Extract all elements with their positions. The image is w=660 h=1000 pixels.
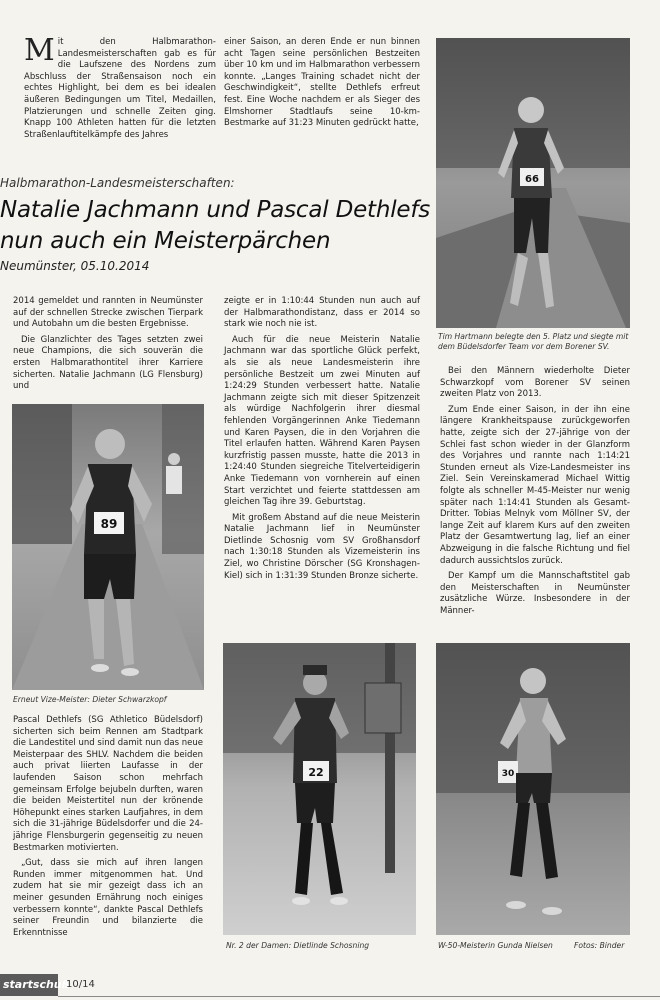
headline-line-1: Natalie Jachmann und Pascal Dethlefs [0,197,431,223]
paragraph: Zum Ende einer Saison, in der ihn eine längere Krankheitspause zurückgeworfen hatte, zeigte sich der 27-jährige von der Schlei fast schon wieder in der Glanzform des Vorjahres und rannte nach 1:14:21 Stunden erneut als Vize-Landesmeister ins Ziel. Sein Vereinskamerad Michael Wittig folgte als schneller M-45-Meister nur wenig später nach 1:14:41 Stunden als Gesamt-Dritter. Tobias Melnyk vom Möllner SV, der lange Zeit auf klarem Kurs auf den zweiten Platz der Gesamtwertung lag, lief an einer Abzweigung in die falsche Richtung und fiel dadurch aussichtslos zurück. [440,404,630,566]
paragraph: Pascal Dethlefs (SG Athletico Büdelsdorf) sicherten sich beim Rennen am Stadtpark die Landestitel und sind damit nun das neue Meisterpaar des SHLV. Nachdem die beiden auch privat liierten Laufasse in der laufenden Saison schon mehrfach gemeinsam Erfolge bejubeln durften, waren die beiden Meistertitel nun der krönende Höhepunkt eines starken Laufjahres, in dem sich die 31-jährige Büdelsdorfer und die 24-jährige Flensburgerin gegenseitig zu neuen Bestmarken motivierten. [13,715,203,853]
body-column-3 [440,366,630,621]
bib-number: 22 [308,766,324,779]
caption-runner-89: Erneut Vize-Meister: Dieter Schwarzkopf [13,695,167,704]
caption-line-1: Tim Hartmann belegte den 5. Platz und siegte mit [438,332,629,341]
headline [0,195,430,257]
body-column-1-bottom [13,715,203,943]
photo-runner-66 [436,38,630,328]
paragraph: Die Glanzlichter des Tages setzten zwei neue Champions, die sich souverän die ersten Halbmarathontitel ihrer Karriere sicherten. Natalie Jachmann (LG Flensburg) und [13,334,203,392]
photo-runner-30 [436,643,630,935]
dateline: Neumünster, 05.10.2014 [0,259,150,273]
magazine-name: startschuß [3,978,70,991]
paragraph: Bei den Männern wiederholte Dieter Schwarzkopf vom Borener SV seinen zweiten Platz von 2013. [440,366,630,400]
kicker: Halbmarathon-Landesmeisterschaften: [0,176,235,190]
intro-text-1: it den Halbmarathon-Landesmeisterschaften gab es für die Laufszene des Nordens zum Abschluss der Straßensaison noch ein echtes Highlight, bei dem es bei idealen äußeren Bedingungen um Titel, Medaillen, Platzierungen und schnelle Zeiten ging. Knapp 100 Athleten hatten für die letzten Straßenlauftitelkämpfe des Jahres [24,37,216,140]
headline-line-2: nun auch ein Meisterpärchen [0,228,331,254]
photo-runner-89 [12,404,204,690]
page-number: 10/14 [66,979,95,990]
drop-cap: M [24,33,55,68]
page-footer [0,972,660,1000]
body-column-2 [224,296,420,586]
paragraph: 2014 gemeldet und rannten in Neumünster auf der schnellen Strecke zwischen Tierpark und Autobahn um die besten Ergebnisse. [13,296,203,330]
paragraph: zeigte er in 1:10:44 Stunden nun auch auf der Halbmarathondistanz, dass er 2014 so stark wie noch nie ist. [224,296,420,330]
intro-column-1 [24,33,216,141]
photo-runner-22 [223,643,416,935]
intro-text-2: einer Saison, an deren Ende er nun binnen acht Tagen seine persönlichen Bestzeiten über 10 km und im Halbmarathon verbessern konnte. „Langes Training schadet nicht der Geschwindigkeit“, stellte Dethlefs erfreut fest. Eine Woche nachdem er als Sieger des Elmshorner Stadtlaufs seine 10-km-Bestmarke auf 31:23 Minuten gedrückt hatte, [224,37,420,129]
photo-credit: Fotos: Binder [574,941,625,950]
caption-runner-30: W-50-Meisterin Gunda Nielsen [438,941,553,950]
paragraph: Mit großem Abstand auf die neue Meisterin Natalie Jachmann lief in Neumünster Dietlinde Schosnig vom SV Großhansdorf nach 1:30:18 Stunden als Vizemeisterin ins Ziel, wo Christine Dörscher (SG Kronshagen-Kiel) sich in 1:31:39 Stunden Bronze sicherte. [224,512,420,581]
paragraph: Der Kampf um die Mannschaftstitel gab den Meisterschaften in Neumünster zusätzliche Würze. Insbesondere in der Männer- [440,571,630,616]
paragraph: Auch für die neue Meisterin Natalie Jachmann war das sportliche Glück perfekt, als sie als neue Landesmeisterin ihre persönliche Bestzeit um zwei Minuten auf 1:24:29 Stunden verbessert hatte. Natalie Jachmann zeigte sich mit dieser Spitzenzeit als würdige Nachfolgerin ihrer diesmal fehlenden Vorgängerinnen Anke Tiedemann und Karen Paysen, die in den Vorjahren die Titel erlaufen hatten. Während Karen Paysen kurzfristig passen musste, hatte die 2013 in 1:24:40 Stunden siegreiche Titelverteidigerin Anke Tiedemann von vornherein auf einen Start verzichtet und feierte stattdessen am gleichen Tag ihre 39. Geburtstag. [224,334,420,508]
bib-number: 89 [100,517,118,531]
body-column-1-top [13,296,203,397]
caption-runner-66 [438,332,628,352]
paragraph: „Gut, dass sie mich auf ihren langen Runden immer mitgenommen hat. Und zudem hat sie mir gezeigt dass ich an meiner gesunden Ernährung noch einiges verbessern konnte“, dankte Pascal Dethlefs seiner Freundin und bilanzierte die Erkenntnisse [13,858,203,938]
footer-rule [58,996,660,997]
intro-column-2 [224,37,420,130]
caption-runner-22: Nr. 2 der Damen: Dietlinde Schosning [226,941,370,950]
bib-number: 30 [501,769,515,779]
caption-line-2: dem Büdelsdorfer Team vor dem Borener SV. [438,342,610,351]
bib-number: 66 [525,174,539,185]
